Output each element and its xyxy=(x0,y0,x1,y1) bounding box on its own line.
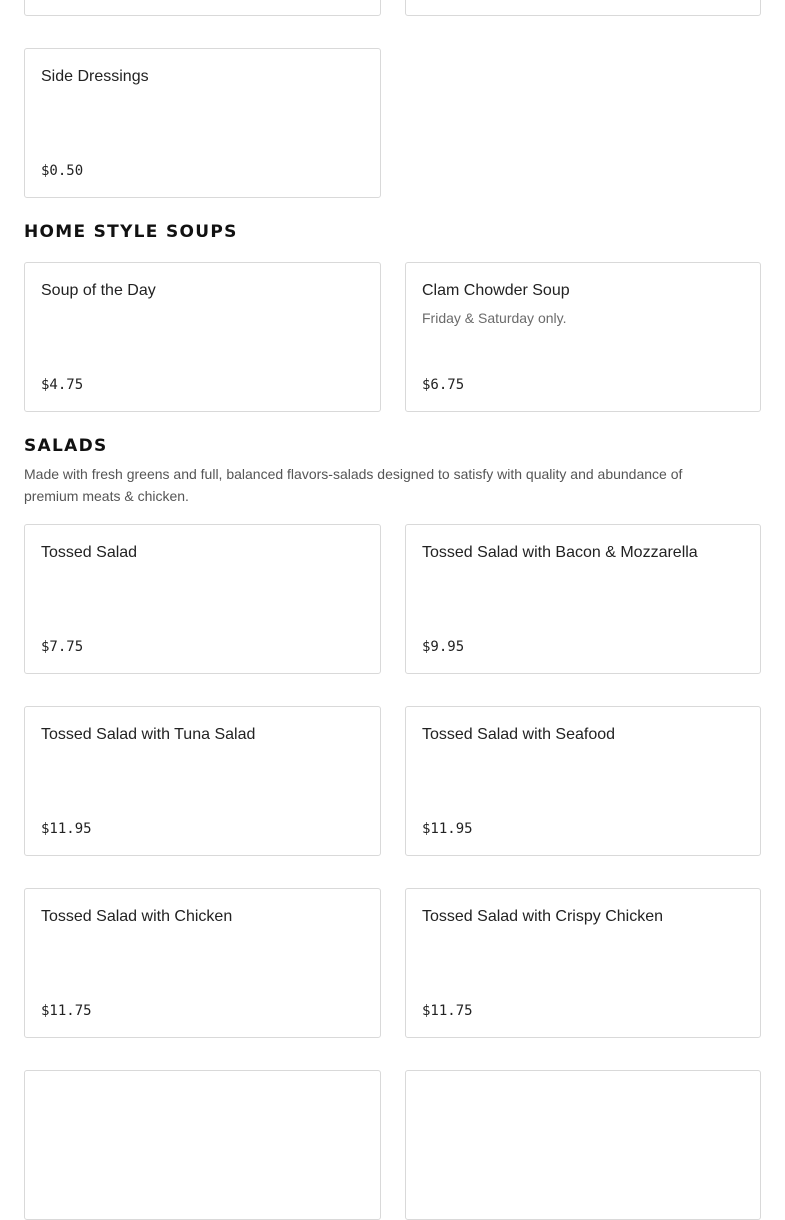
section-title-salads: SALADS xyxy=(24,436,108,456)
menu-item-price: $11.75 xyxy=(422,1003,473,1019)
menu-item-name: Tossed Salad with Chicken xyxy=(41,908,233,925)
menu-item-card-partial[interactable] xyxy=(24,1070,381,1220)
menu-item-name: Soup of the Day xyxy=(41,282,156,299)
menu-item-card-tossed-salad-tuna[interactable] xyxy=(24,706,381,856)
menu-item-description: Friday & Saturday only. xyxy=(422,310,567,326)
menu-item-price: $7.75 xyxy=(41,639,84,655)
menu-item-price: $11.95 xyxy=(422,821,473,837)
menu-item-card-partial[interactable] xyxy=(24,0,381,16)
menu-item-card-partial[interactable] xyxy=(405,0,761,16)
menu-item-name: Tossed Salad xyxy=(41,544,138,561)
menu-item-name: Tossed Salad with Bacon & Mozzarella xyxy=(422,544,698,561)
menu-item-card-tossed-salad-seafood[interactable] xyxy=(405,706,761,856)
menu-item-name: Tossed Salad with Crispy Chicken xyxy=(422,908,663,925)
menu-item-price: $4.75 xyxy=(41,377,84,393)
menu-item-price: $6.75 xyxy=(422,377,465,393)
menu-item-card-tossed-salad-chicken[interactable] xyxy=(24,888,381,1038)
menu-item-name: Tossed Salad with Seafood xyxy=(422,726,616,743)
menu-item-name: Side Dressings xyxy=(41,68,149,85)
menu-item-price: $0.50 xyxy=(41,163,84,179)
menu-item-card-soup-of-the-day[interactable] xyxy=(24,262,381,412)
section-description-salads: Made with fresh greens and full, balanced flavors-salads designed to satisfy with quality and abundance of premium meats & chicken. xyxy=(24,466,683,504)
menu-item-price: $11.95 xyxy=(41,821,92,837)
menu-item-name: Tossed Salad with Tuna Salad xyxy=(41,726,256,743)
menu-item-card-side-dressings[interactable] xyxy=(24,48,381,198)
menu-item-card-clam-chowder[interactable] xyxy=(405,262,761,412)
menu-item-card-tossed-salad-crispy-chicken[interactable] xyxy=(405,888,761,1038)
menu-item-price: $9.95 xyxy=(422,639,465,655)
menu-item-name: Clam Chowder Soup xyxy=(422,282,570,299)
menu-item-card-partial[interactable] xyxy=(405,1070,761,1220)
section-title-soups: HOME STYLE SOUPS xyxy=(24,222,238,242)
menu-item-card-tossed-salad[interactable] xyxy=(24,524,381,674)
menu-item-price: $11.75 xyxy=(41,1003,92,1019)
menu-item-card-tossed-salad-bacon-mozzarella[interactable] xyxy=(405,524,761,674)
